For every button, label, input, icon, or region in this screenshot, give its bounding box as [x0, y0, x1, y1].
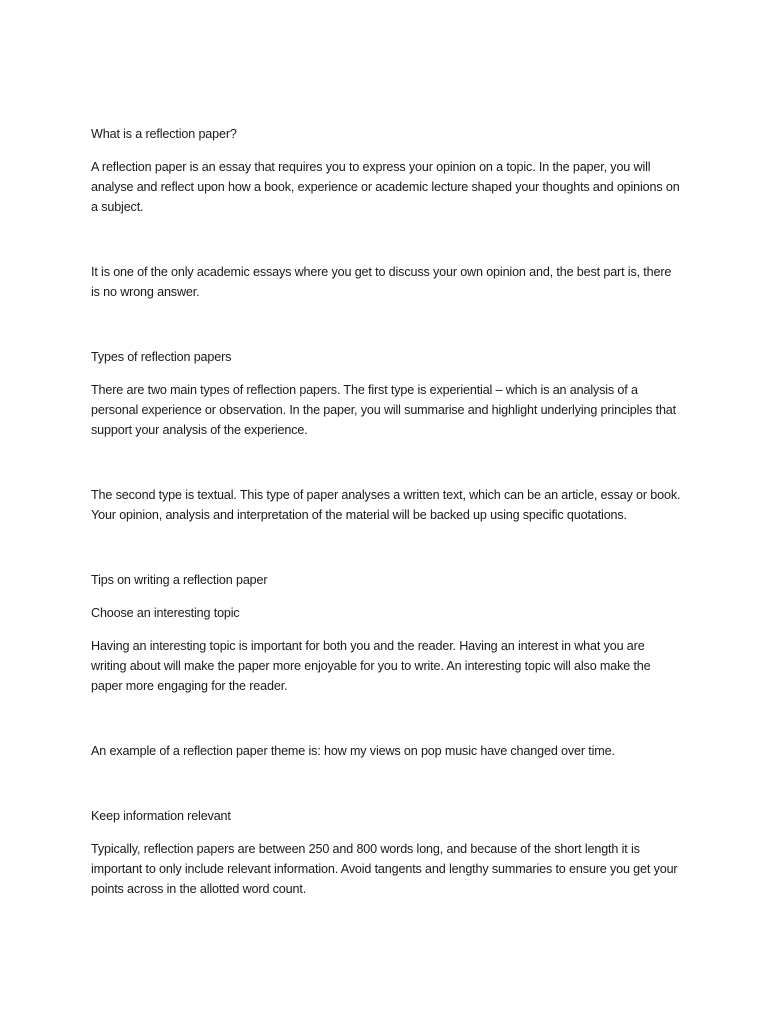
- section-heading: What is a reflection paper?: [91, 127, 237, 141]
- paragraph: An example of a reflection paper theme is: how my views on pop music have changed over time.: [91, 744, 615, 758]
- paragraph: A reflection paper is an essay that requires you to express your opinion on a topic. In the paper, you will analyse and reflect upon how a book, experience or academic lecture shaped your thoughts and opinions on a subject.: [91, 160, 680, 214]
- section-heading: Tips on writing a reflection paper: [91, 573, 268, 587]
- paragraph: There are two main types of reflection papers. The first type is experiential – which is an analysis of a personal experience or observation. In the paper, you will summarise and highlight underlying principles that support your analysis of the experience.: [91, 383, 676, 437]
- paragraph: The second type is textual. This type of paper analyses a written text, which can be an article, essay or book. Your opinion, analysis and interpretation of the material will be backed up using specific quotations.: [91, 488, 681, 522]
- paragraph: Having an interesting topic is important for both you and the reader. Having an interest in what you are writing about will make the paper more enjoyable for you to write. An interesting topic will also make the paper more engaging for the reader.: [91, 639, 651, 693]
- section-subheading: Choose an interesting topic: [91, 606, 240, 620]
- paragraph: It is one of the only academic essays where you get to discuss your own opinion and, the best part is, there is no wrong answer.: [91, 265, 672, 299]
- document-body: [91, 124, 681, 899]
- section-heading: Types of reflection papers: [91, 350, 232, 364]
- section-heading: Keep information relevant: [91, 809, 231, 823]
- paragraph: Typically, reflection papers are between 250 and 800 words long, and because of the short length it is important to only include relevant information. Avoid tangents and lengthy summaries to ensure you get your points across in the allotted word count.: [91, 842, 678, 896]
